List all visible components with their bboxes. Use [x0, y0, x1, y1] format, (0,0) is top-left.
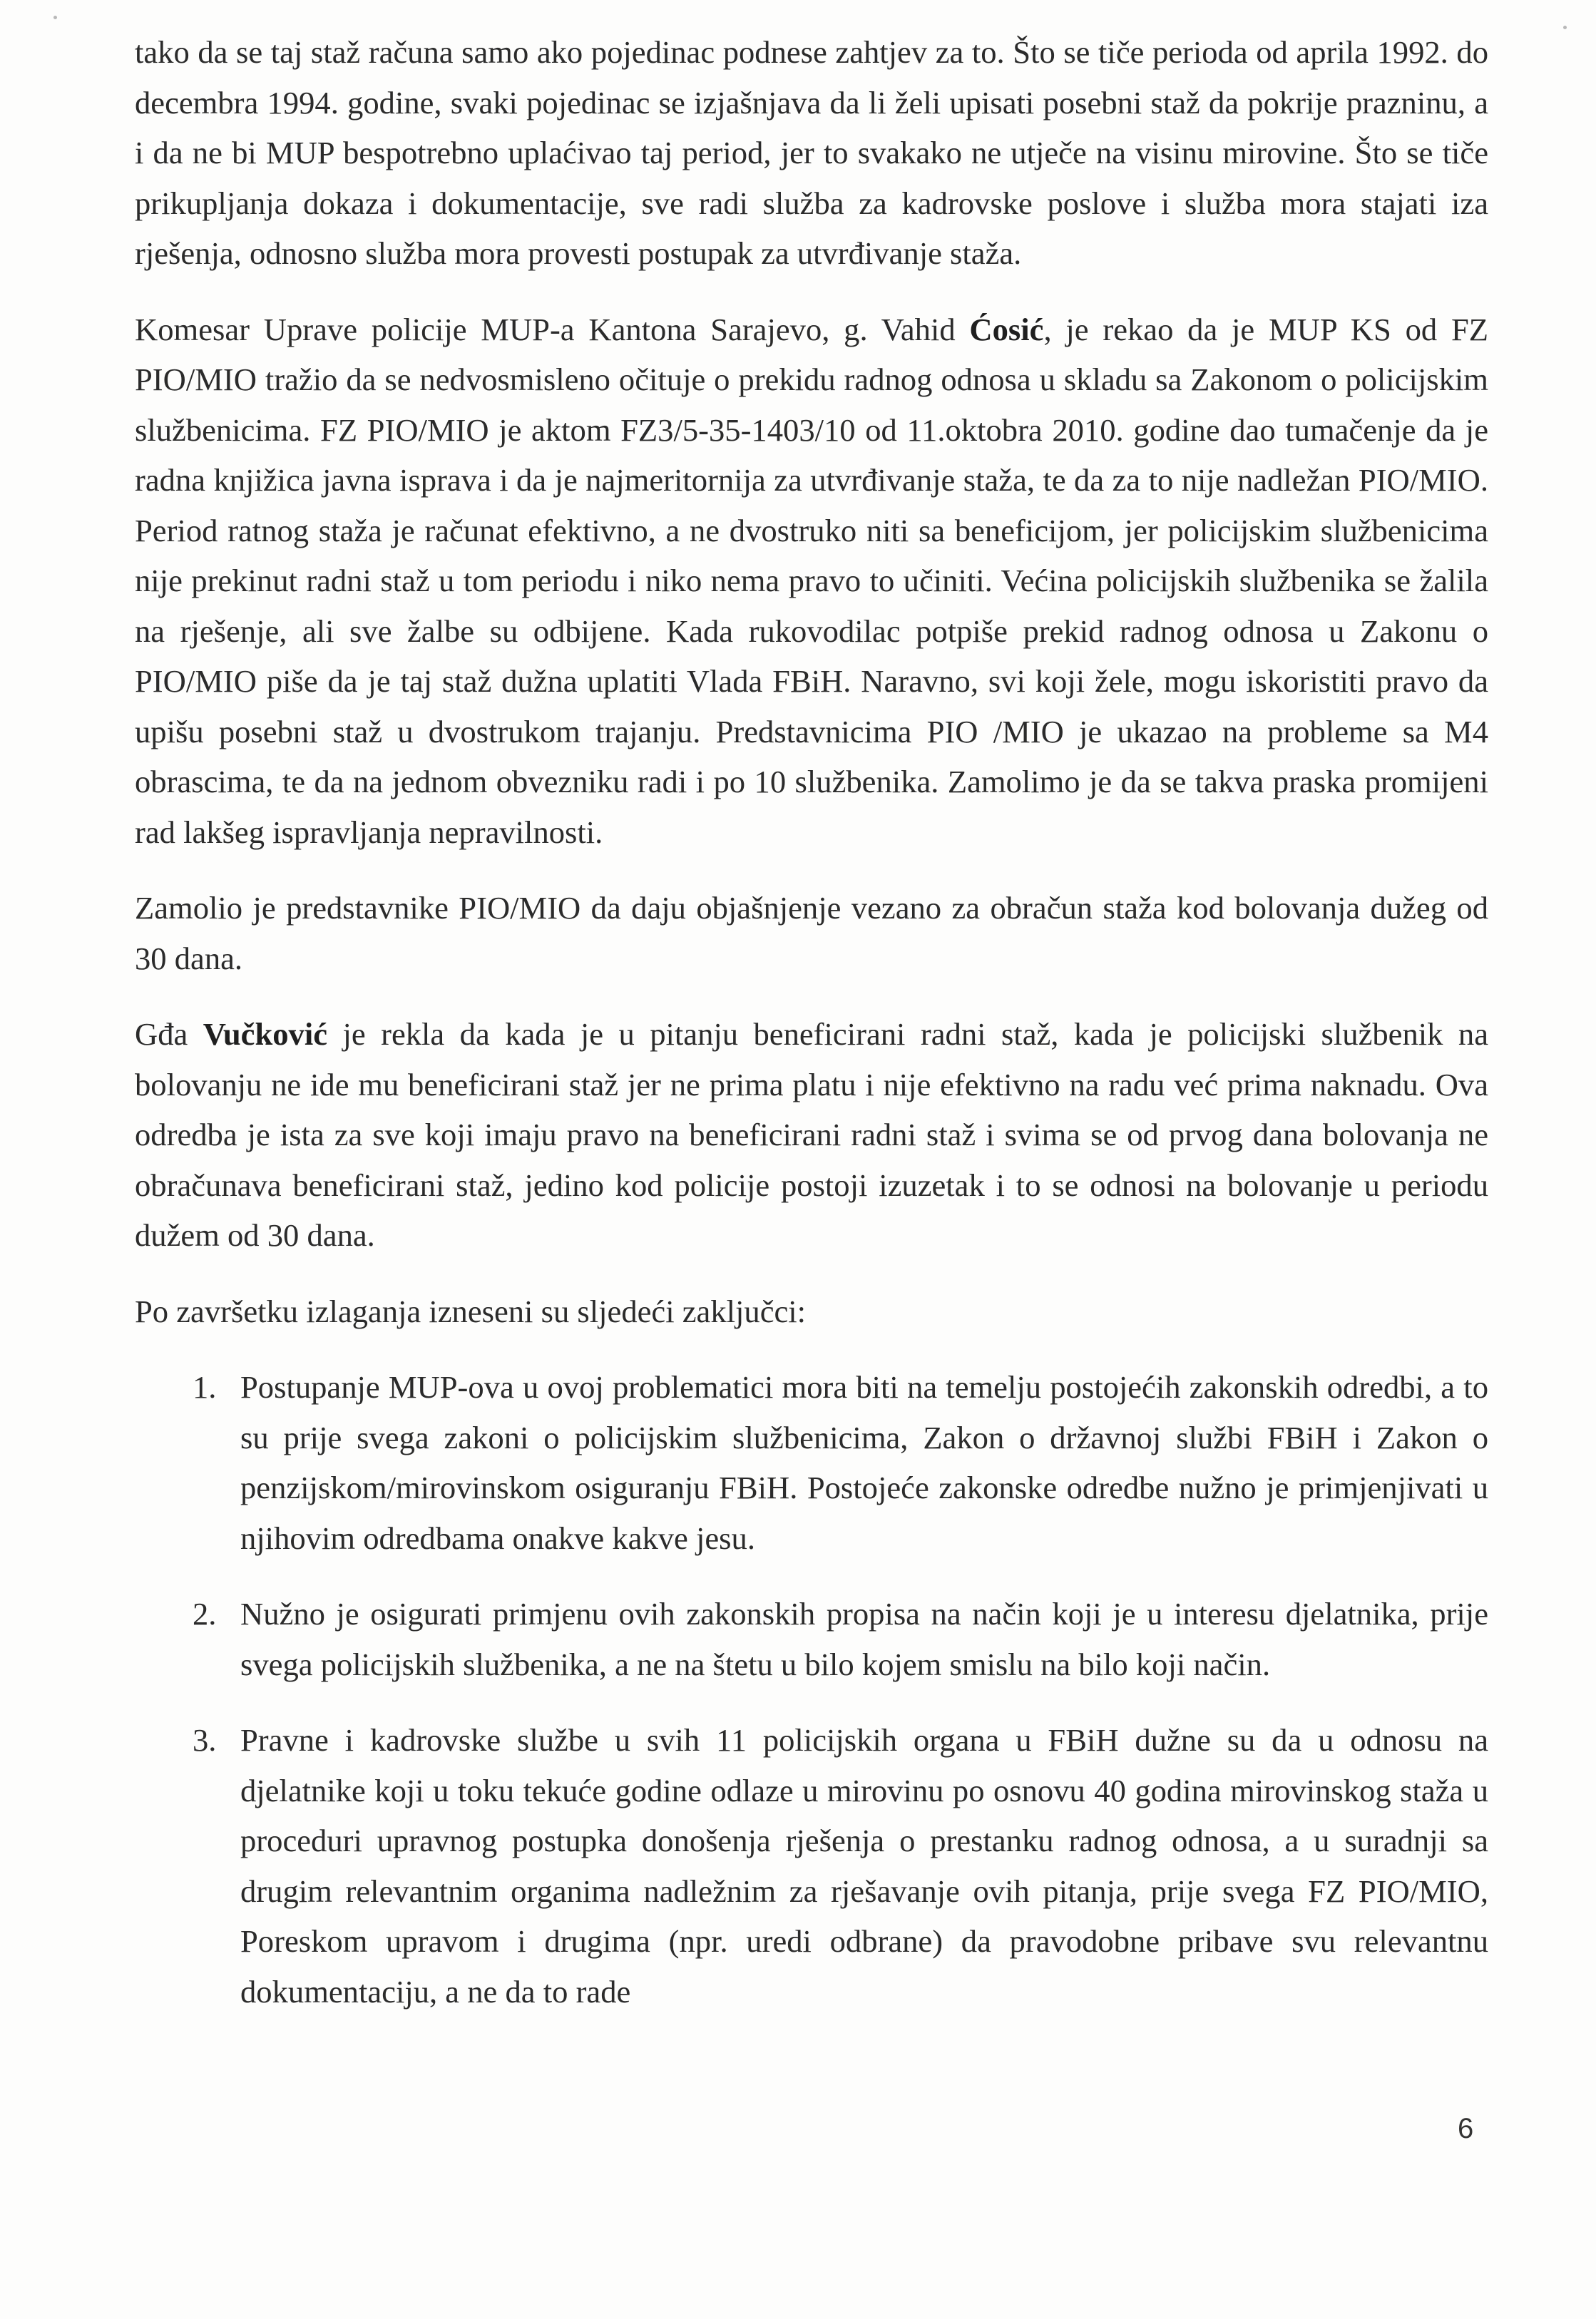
paragraph: Zamolio je predstavnike PIO/MIO da daju objašnjenje vezano za obračun staža kod bolovanja dužeg od 30 dana.	[135, 890, 1488, 976]
paragraph: Po završetku izlaganja izneseni su sljedeći zaključci:	[135, 1293, 807, 1329]
page-number: 6	[1458, 2113, 1474, 2144]
list-item-text: Pravne i kadrovske službe u svih 11 policijskih organa u FBiH dužne su da u odnosu na djelatnike koji u toku tekuće godine odlaze u mirovinu po osnovu 40 godina mirovinskog staža u proceduri upravnog postupka donošenja rješenja o prestanku radnog odnosa, a u suradnji sa drugim relevantnim organima nadležnim za rješavanje ovih pitanja, prije svega FZ PIO/MIO, Poreskom upravom i drugima (npr. uredi odbrane) da pravodobne pribave svu relevantnu dokumentaciju, a ne da to rade	[240, 1722, 1488, 2010]
paragraph: Komesar Uprave policije MUP-a Kantona Sarajevo, g. Vahid Ćosić, je rekao da je MUP KS od FZ PIO/MIO tražio da se nedvosmisleno očituje o prekidu radnog odnosa u skladu sa Zakonom o policijskim službenicima. FZ PIO/MIO je aktom FZ3/5-35-1403/10 od 11.oktobra 2010. godine dao tumačenje da je radna knjižica javna isprava i da je najmeritornija za utvrđivanje staža, te da za to nije nadležan PIO/MIO. Period ratnog staža je računat efektivno, a ne dvostruko niti sa beneficijom, jer policijskim službenicima nije prekinut radni staž u tom periodu i niko nema pravo to učiniti. Većina policijskih službenika se žalila na rješenje, ali sve žalbe su odbijene. Kada rukovodilac potpiše prekid radnog odnosa u Zakonu o PIO/MIO piše da je taj staž dužna uplatiti Vlada FBiH. Naravno, svi koji žele, mogu iskoristiti pravo da upišu posebni staž u dvostrukom trajanju. Predstavnicima PIO /MIO je ukazao na probleme sa M4 obrascima, te da na jednom obvezniku radi i po 10 službenika. Zamolimo je da se takva praska promijeni rad lakšeg ispravljanja nepravilnosti.	[135, 311, 1488, 850]
list-item	[135, 1715, 1488, 2017]
list-item	[135, 1589, 1488, 1689]
paragraph: Gđa Vučković je rekla da kada je u pitanju beneficirani radni staž, kada je policijski službenik na bolovanju ne ide mu beneficirani staž jer ne prima platu i nije efektivno na radu već prima naknadu. Ova odredba je ista za sve koji imaju pravo na beneficirani radni staž i svima se od prvog dana bolovanja ne obračunava beneficirani staž, jedino kod policije postoji izuzetak i to se odnosi na bolovanje u periodu dužem od 30 dana.	[135, 1016, 1488, 1253]
scan-mark-top-right	[1563, 26, 1567, 29]
conclusions-list	[135, 1362, 1488, 2017]
list-item	[135, 1362, 1488, 1563]
paragraph: tako da se taj staž računa samo ako pojedinac podnese zahtjev za to. Što se tiče perioda od aprila 1992. do decembra 1994. godine, svaki pojedinac se izjašnjava da li želi upisati posebni staž da pokrije prazninu, a i da ne bi MUP bespotrebno uplaćivao taj period, jer to svakako ne utječe na visinu mirovine. Što se tiče prikupljanja dokaza i dokumentacije, sve radi služba za kadrovske poslove i služba mora stajati iza rješenja, odnosno služba mora provesti postupak za utvrđivanje staža.	[135, 34, 1488, 271]
document-body	[135, 27, 1488, 2042]
list-number: 1.	[193, 1369, 217, 1405]
list-number: 3.	[193, 1722, 217, 1758]
list-number: 2.	[193, 1596, 217, 1632]
list-item-text: Nužno je osigurati primjenu ovih zakonskih propisa na način koji je u interesu djelatnika, prije svega policijskih službenika, a ne na štetu u bilo kojem smislu na bilo koji način.	[240, 1596, 1488, 1682]
speaker-name: Vučković	[203, 1016, 328, 1052]
scan-mark-top-left	[53, 16, 57, 19]
list-item-text: Postupanje MUP-ova u ovoj problematici mora biti na temelju postojećih zakonskih odredbi, a to su prije svega zakoni o policijskim službenicima, Zakon o državnoj službi FBiH i Zakon o penzijskom/mirovinskom osiguranju FBiH. Postojeće zakonske odredbe nužno je primjenjivati u njihovim odredbama onakve kakve jesu.	[240, 1369, 1488, 1556]
speaker-name: Ćosić	[969, 311, 1044, 347]
